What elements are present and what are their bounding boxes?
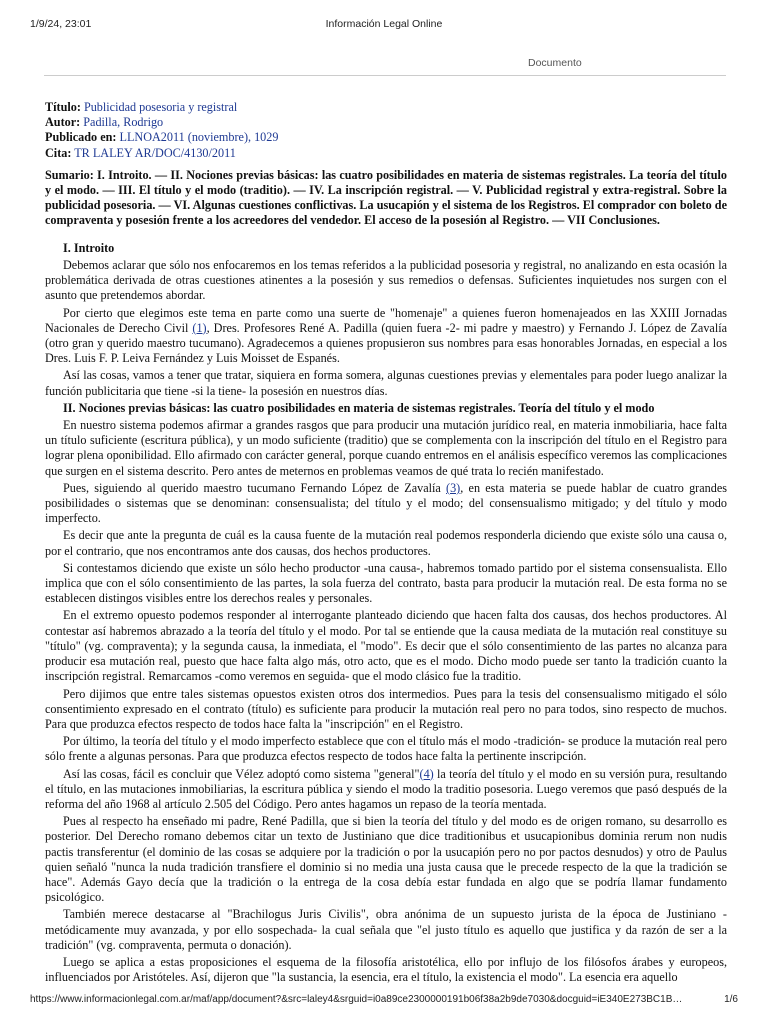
- meta-cita-value[interactable]: TR LALEY AR/DOC/4130/2011: [74, 145, 236, 160]
- print-url: https://www.informacionlegal.com.ar/maf/app/document?&src=laley4&srguid=i0a89ce2300000191b06f38a2b9de7030&docguid=iE340E273BC1B…: [30, 994, 683, 1005]
- paragraph: En el extremo opuesto podemos responder al interrogante planteado diciendo que hacen falta dos causas, dos hechos productores. Al contestar así habremos abrazado a la teoría del título y el modo. Por tal se entiende que la causa mediata de la mutación real constituye su "título" (vg. compraventa); y la segunda causa, la inmediata, el "modo". Es decir que el sólo consentimiento de las partes no alcanza para producir esa mutación real, puesto que hace falta algo más, otro acto, que es el modo. Dicho modo puede ser tanto la tradición cuanto la inscripción registral. Remarcamos -como veremos en seguida- que el modo clásico fue la traditio.: [45, 608, 727, 684]
- meta-publicado: [45, 130, 727, 145]
- paragraph: Pero dijimos que entre tales sistemas opuestos existen otros dos intermedios. Pues para la tesis del consensualismo mitigado el sólo consentimiento expresado en el contrato (título) es suficiente para producir la mutación real pero no para todos, sino respecto de muchos. Para que produzca efectos respecto de todos hace falta la "inscripción" en el Registro.: [45, 686, 727, 731]
- paragraph: En nuestro sistema podemos afirmar a grandes rasgos que para producir una mutación jurídico real, en materia inmobiliaria, hace falta un título suficiente (escritura pública), y un modo suficiente (traditio) que se complementa con la inscripción del título en el Registro para lograr plena oponibilidad. Ello afirmado con carácter general, porque cuando entremos en el análisis específico veremos las complicaciones que surgen en el sistema descrito. Pero antes de meternos en problemas veamos de qué trata lo recién manifestado.: [45, 418, 727, 478]
- page-number: 1/6: [724, 994, 738, 1005]
- paragraph: Si contestamos diciendo que existe un sólo hecho productor -una causa-, habremos tomado partido por el sistema consensualista. Ello implica que con el sólo consentimiento de las partes, la sola fuerza del contrato, basta para producir la mutación real. De esta forma no se establecen distingos visibles entre los derechos reales y personales.: [45, 560, 727, 606]
- paragraph: Luego se aplica a estas proposiciones el esquema de la filosofía aristotélica, ello por influjo de los filósofos árabes y europeos, influenciados por Aristóteles. Así, dijeron que "la sustancia, la esencia, era el título, la existencia el modo". La esencia era aquello: [45, 954, 727, 985]
- paragraph: Es decir que ante la pregunta de cuál es la causa fuente de la mutación real podemos responderla diciendo que existe sólo una causa o, por el contrario, que nos encontramos ante dos causas, dos hechos productores.: [45, 528, 727, 558]
- paragraph: Pues al respecto ha enseñado mi padre, René Padilla, que si bien la teoría del título y del modo es de origen romano, su desarrollo es posterior. Del Derecho romano debemos citar un texto de Justiniano que dice traditionibus et usucapionibus dominia rerum non nudis pactis transferentur (el dominio de las cosas se adquiere por la tradición o por la usucapión pero no por pactos desnudos) y otro de Paulus quien señaló "nunca la nuda tradición transfiere el dominio si no media una justa causa que le precede respecto de la que la tradición se hace". Además Gayo decía que la tradición o la entrega de la cosa debía estar fundada en algo que se podría llamar fundamento psicológico.: [45, 814, 727, 905]
- meta-titulo-value[interactable]: Publicidad posesoria y registral: [83, 100, 238, 114]
- paragraph-text: , en esta materia se puede hablar de cuatro grandes posibilidades o sistemas que se denominan: consensualista; del título y el modo; del consensualismo mitigado; y del título y modo imperfecto.: [45, 480, 727, 526]
- print-footer: [0, 994, 768, 1008]
- section-title-nociones: II. Nociones previas básicas: las cuatro posibilidades en materia de sistemas registrales. Teoría del título y el modo: [63, 400, 655, 415]
- paragraph: Por último, la teoría del título y el modo imperfecto establece que con el título más el modo -tradición- se produce la mutación real pero sólo frente a algunas personas. Para que produzca efectos respecto de todos hace falta la pertinente inscripción.: [45, 734, 727, 764]
- print-date: 1/9/24, 23:01: [30, 18, 92, 30]
- summary: Sumario: I. Introito. — II. Nociones previas básicas: las cuatro posibilidades en materia de sistemas registrales. La teoría del título y el modo. — III. El título y el modo (traditio). — IV. La inscripción registral. — V. Publicidad registral y extra-registral. Sobre la publicidad posesoria. — VI. Algunas cuestiones conflictivas. La usucapión y el sistema de los Registros. El comprador con boleto de compraventa y posesión frente a los acreedores del vendedor. El acceso de la posesión al Registro. — VII Conclusiones.: [45, 167, 727, 228]
- meta-publicado-label: Publicado en:: [45, 130, 117, 145]
- print-title: Información Legal Online: [325, 18, 443, 30]
- meta-cita: [45, 146, 727, 161]
- meta-autor: [45, 115, 727, 130]
- paragraph-text: Pues, siguiendo al querido maestro tucumano Fernando López de Zavalía: [63, 480, 447, 495]
- meta-cita-label: Cita:: [45, 145, 72, 160]
- meta-autor-value[interactable]: Padilla, Rodrigo: [83, 115, 164, 130]
- paragraph: También merece destacarse al "Brachilogus Juris Civilis", obra anónima de un supuesto jurista de la época de Justiniano -metódicamente muy avanzada, y por ello sospechada- la cual señala que "el justo título es aquello que justifica y da razón de ser a la tradición" (vg. compraventa, permuta o donación).: [45, 907, 727, 952]
- print-header: [0, 18, 768, 32]
- footnote-link-4[interactable]: (4): [419, 766, 434, 781]
- paragraph-text: Por cierto que elegimos este tema en parte como una suerte de "homenaje" a quienes fueron homenajeados en las XXIII Jornadas Nacionales de Derecho Civil: [45, 305, 727, 335]
- paragraph: [45, 481, 727, 527]
- footnote-link-3[interactable]: (3): [446, 480, 461, 495]
- paragraph-text: , Dres. Profesores René A. Padilla (quien fuera -2- mi padre y maestro) y Fernando J. López de Zavalía (otro gran y querido maestro tucumano). Agradecemos a quienes propusieron sus nombres para esas honorables Jornadas, en especial a los Dres. Luis F. P. Leiva Fernández y Luis Moisset de Espanés.: [45, 320, 728, 366]
- section-title-introito: I. Introito: [63, 240, 115, 255]
- footnote-link-1[interactable]: (1): [192, 320, 207, 335]
- paragraph: [45, 767, 727, 813]
- meta-titulo: [45, 100, 727, 115]
- paragraph-text: Así las cosas, fácil es concluir que Vélez adoptó como sistema "general": [63, 766, 420, 781]
- tab-divider: [44, 75, 726, 76]
- paragraph: [45, 306, 727, 367]
- document-body: [45, 100, 727, 987]
- tab-documento[interactable]: Documento: [528, 57, 582, 69]
- paragraph: Debemos aclarar que sólo nos enfocaremos en los temas referidos a la publicidad posesoria y registral, no analizando en esta ocasión la problemática derivada de otras cuestiones atinentes a la posesión y sus remedios o defensas. Suficientes inquietudes nos surgen con el asunto que pretendemos abordar.: [45, 258, 727, 303]
- meta-publicado-value[interactable]: LLNOA2011 (noviembre), 1029: [119, 130, 279, 145]
- meta-autor-label: Autor:: [45, 115, 81, 130]
- paragraph-text: la teoría del título y el modo en su versión pura, resultando el título, en las mutaciones inmobiliarias, la escritura pública y siendo el modo la traditio posesoria. Luego veremos que pasó después de la reforma del año 1968 al artículo 2.505 del Código. Pero antes hagamos un repaso de la teoría mentada.: [45, 766, 727, 811]
- meta-titulo-label: Título:: [45, 100, 81, 114]
- paragraph: Así las cosas, vamos a tener que tratar, siquiera en forma somera, algunas cuestiones previas y elementales para poder luego analizar la función publicitaria que tiene -si la tiene- la posesión en nuestros días.: [45, 368, 727, 398]
